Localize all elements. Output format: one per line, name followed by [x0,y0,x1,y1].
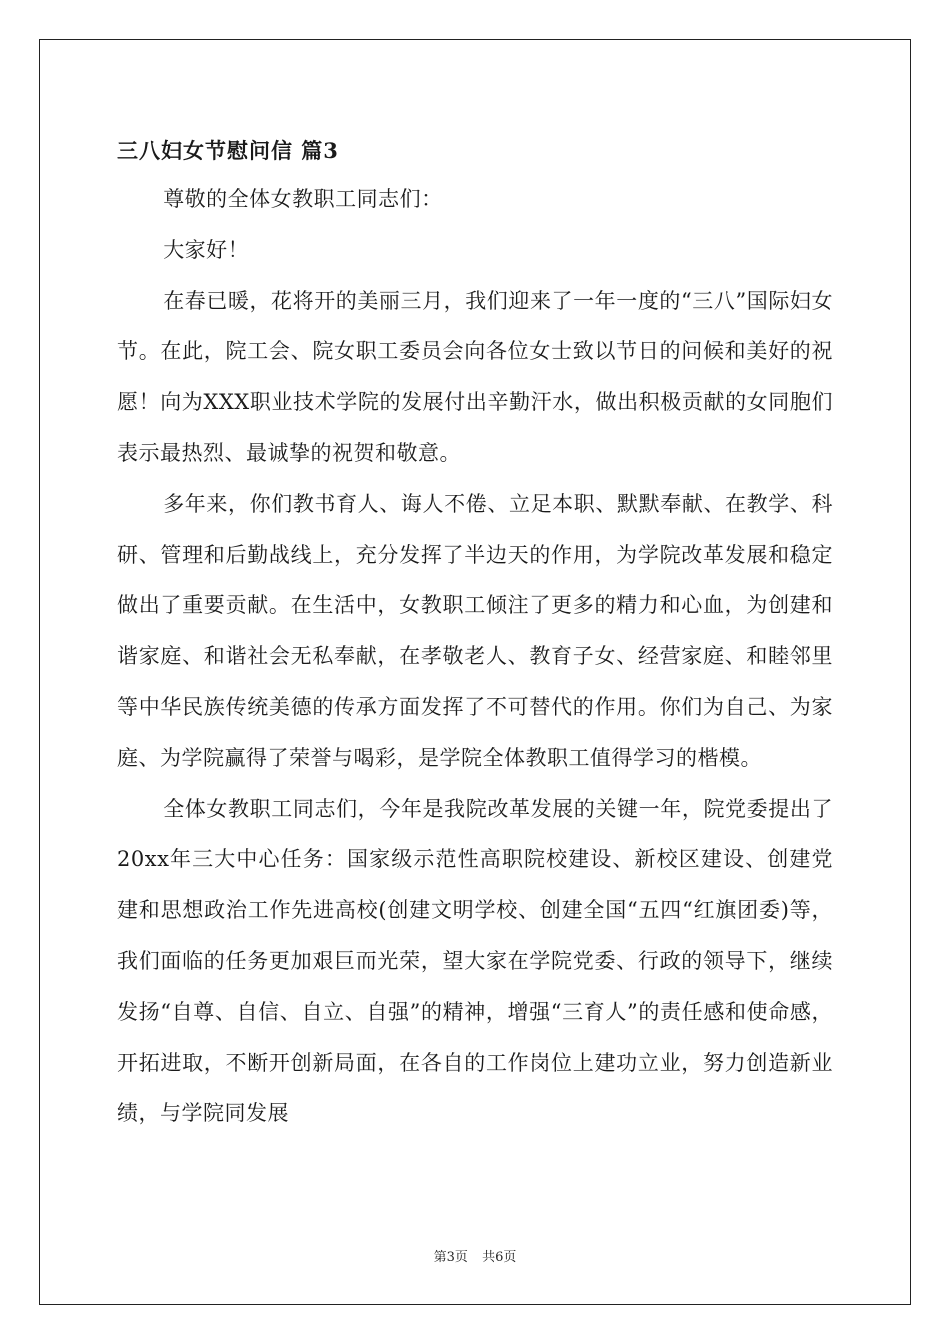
paragraph-1: 在春已暖，花将开的美丽三月，我们迎来了一年一度的“三八”国际妇女节。在此，院工会、院女职工委员会向各位女士致以节日的问候和美好的祝愿！向为XXX职业技术学院的发展付出辛勤汗水，做出积极贡献的女同胞们表示最热烈、最诚挚的祝贺和敬意。 [117,288,833,465]
document-title: 三八妇女节慰问信 篇3 [117,138,339,163]
paragraph-3: 全体女教职工同志们，今年是我院改革发展的关键一年，院党委提出了20xx年三大中心任务：国家级示范性高职院校建设、新校区建设、创建党建和思想政治工作先进高校(创建文明学校、创建全国“五四“红旗团委)等，我们面临的任务更加艰巨而光荣，望大家在学院党委、行政的领导下，继续发扬“自尊、自信、自立、自强”的精神，增强“三育人”的责任感和使命感，开拓进取，不断开创新局面，在各自的工作岗位上建功立业，努力创造新业绩，与学院同发展 [117,796,833,1126]
greeting: 大家好！ [163,237,250,262]
page-number: 第3页 [433,1250,468,1265]
document-body [117,128,833,1139]
salutation: 尊敬的全体女教职工同志们： [163,187,443,211]
page-footer [0,1246,950,1265]
paragraph-2: 多年来，你们教书育人、诲人不倦、立足本职、默默奉献、在教学、科研、管理和后勤战线上，充分发挥了半边天的作用，为学院改革发展和稳定做出了重要贡献。在生活中，女教职工倾注了更多的精力和心血，为创建和谐家庭、和谐社会无私奉献，在孝敬老人、教育子女、经营家庭、和睦邻里等中华民族传统美德的传承方面发挥了不可替代的作用。你们为自己、为家庭、为学院赢得了荣誉与喝彩，是学院全体教职工值得学习的楷模。 [117,491,833,770]
page-total: 共6页 [482,1250,517,1265]
